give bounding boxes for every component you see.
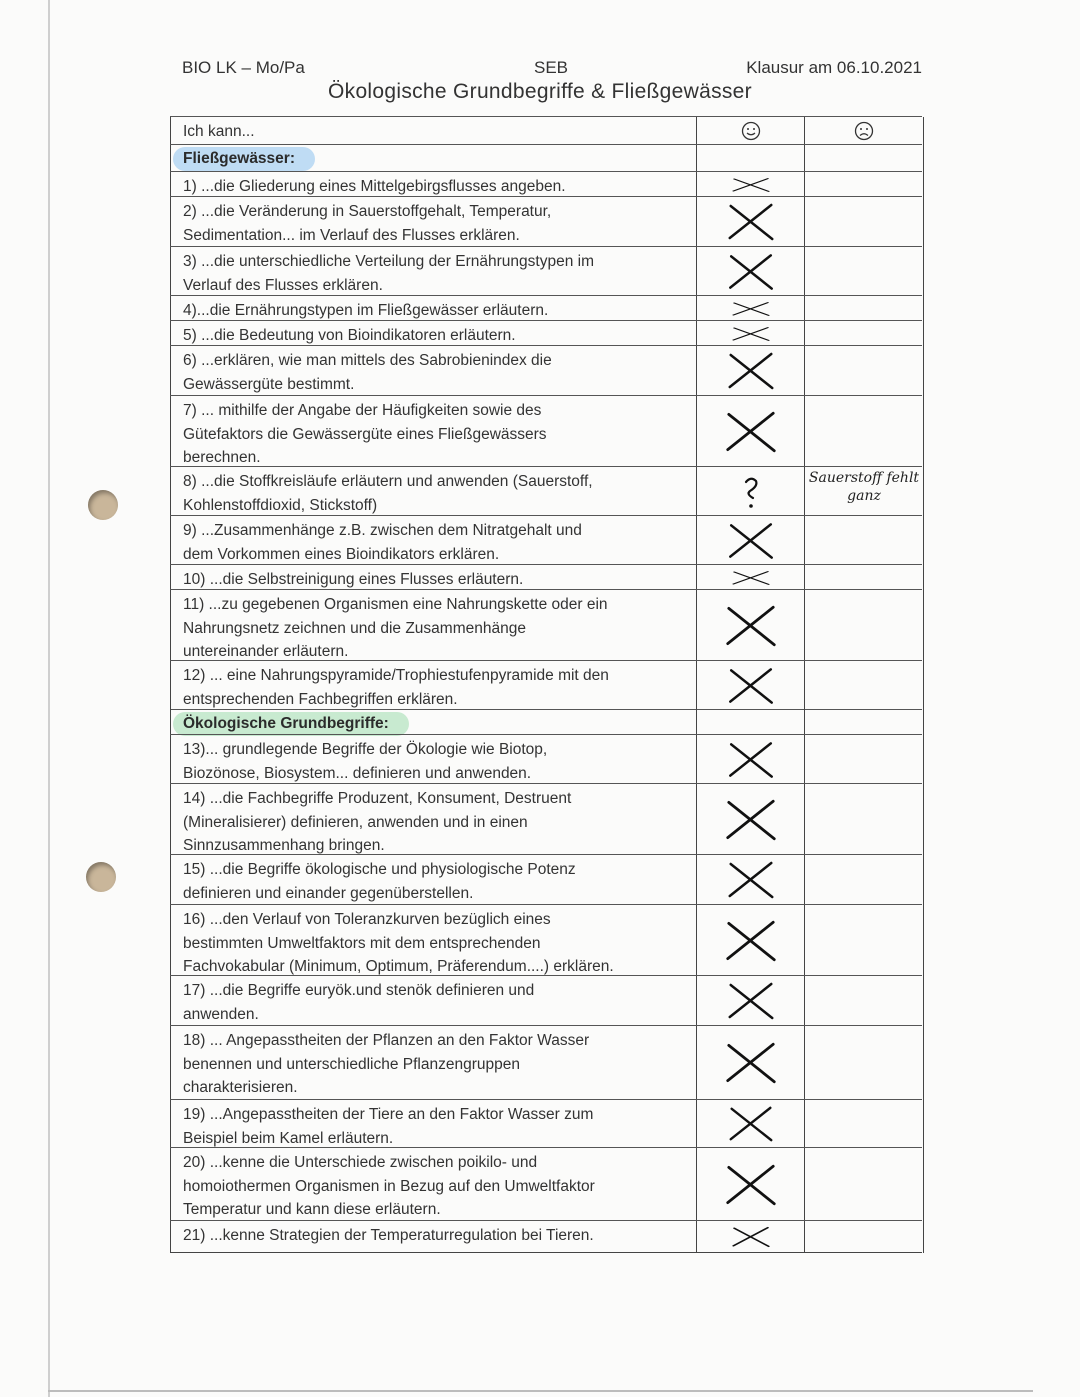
item-text-line: homoiothermen Organismen in Bezug auf den Umweltfaktor (183, 1177, 595, 1195)
cross-mark-icon (727, 202, 775, 242)
teacher-code: SEB (534, 58, 569, 77)
cross-mark-icon (725, 604, 778, 648)
item-text-line: 14) ...die Fachbegriffe Produzent, Konsument, Destruent (183, 790, 572, 807)
item-text-line: Fachvokabular (Minimum, Optimum, Präferendum....) erklären. (183, 958, 614, 975)
understood-cell[interactable] (696, 396, 805, 467)
item-text-line: Sedimentation... im Verlauf des Flusses erklären. (183, 226, 520, 244)
row-text-cell (170, 396, 696, 467)
item-text-line: 6) ...erklären, wie man mittels des Sabrobienindex die (183, 352, 552, 369)
row-text-cell (170, 296, 696, 321)
row-text-cell (170, 1148, 696, 1221)
cross-mark-icon (731, 326, 771, 341)
not-understood-cell[interactable] (804, 467, 924, 516)
cross-mark-icon (727, 981, 775, 1021)
item-text-line: 18) ... Angepasstheiten der Pflanzen an den Faktor Wasser (183, 1032, 590, 1049)
item-text-line: 21) ...kenne Strategien der Temperaturregulation bei Tieren. (183, 1227, 594, 1244)
not-understood-cell[interactable] (804, 710, 924, 735)
row-text-cell (170, 565, 696, 590)
item-text-line: 19) ...Angepasstheiten der Tiere an den Faktor Wasser zum (183, 1106, 594, 1123)
course-label: BIO LK – Mo/Pa (182, 58, 305, 77)
table-row (170, 854, 922, 905)
understood-cell[interactable] (696, 117, 805, 145)
item-text-line: 8) ...die Stoffkreisläufe erläutern und anwenden (Sauerstoff, (183, 473, 593, 490)
item-text-line: Gewässergüte bestimmt. (183, 375, 355, 393)
understood-cell[interactable] (696, 1026, 805, 1100)
cross-mark-icon (731, 177, 771, 192)
table-row (170, 1099, 922, 1148)
understood-cell[interactable] (696, 1100, 805, 1148)
item-text-line: 1) ...die Gliederung eines Mittelgebirgsflusses angeben. (183, 178, 566, 195)
item-text-line: 13)... grundlegende Begriffe der Ökologie wie Biotop, (183, 741, 548, 758)
table-row (170, 1220, 922, 1253)
table-row (170, 345, 922, 396)
table-row (170, 515, 922, 565)
not-understood-cell[interactable] (804, 396, 924, 467)
not-understood-cell[interactable] (804, 516, 924, 565)
not-understood-cell[interactable] (804, 784, 924, 855)
table-row (170, 1025, 922, 1100)
not-understood-cell[interactable] (804, 735, 924, 784)
not-understood-cell[interactable] (804, 145, 924, 172)
checklist-table (170, 116, 922, 1252)
understood-cell[interactable] (696, 296, 805, 321)
not-understood-cell[interactable] (804, 905, 924, 976)
row-text-cell (170, 976, 696, 1026)
understood-cell[interactable] (696, 735, 805, 784)
not-understood-cell[interactable] (804, 661, 924, 710)
section-row-fliessgewaesser (170, 144, 922, 172)
item-text-line: 7) ... mithilfe der Angabe der Häufigkeiten sowie des (183, 402, 542, 419)
table-row (170, 295, 922, 321)
item-text-line: Nahrungsnetz zeichnen und die Zusammenhänge (183, 619, 526, 637)
row-text-cell (170, 784, 696, 855)
item-text-line: 10) ...die Selbstreinigung eines Flusses erläutern. (183, 571, 524, 588)
not-understood-cell[interactable] (804, 247, 924, 296)
understood-cell[interactable] (696, 467, 805, 516)
understood-cell[interactable] (696, 565, 805, 590)
row-text-cell (170, 145, 696, 172)
handwritten-note: Sauerstoff fehlt ganz (808, 470, 920, 504)
table-row (170, 320, 922, 346)
not-understood-cell[interactable] (804, 1221, 924, 1253)
understood-cell[interactable] (696, 516, 805, 565)
understood-cell[interactable] (696, 321, 805, 346)
item-text-line: 15) ...die Begriffe ökologische und physiologische Potenz (183, 861, 576, 878)
row-text-cell (170, 1100, 696, 1148)
page-title: Ökologische Grundbegriffe & Fließgewässer (328, 80, 752, 103)
section-title: Ökologische Grundbegriffe: (173, 712, 409, 736)
understood-cell[interactable] (696, 346, 805, 396)
item-text-line: 12) ... eine Nahrungspyramide/Trophiestufenpyramide mit den (183, 667, 609, 684)
frowny-face-icon (854, 121, 874, 141)
table-row (170, 466, 922, 516)
cross-mark-icon (725, 1163, 778, 1207)
section-row-grundbegriffe (170, 709, 922, 735)
row-text-cell (170, 346, 696, 396)
item-text-line: 5) ...die Bedeutung von Bioindikatoren erläutern. (183, 327, 516, 344)
item-text-line: 9) ...Zusammenhänge z.B. zwischen dem Nitratgehalt und (183, 522, 582, 539)
item-text-line: 17) ...die Begriffe euryök.und stenök definieren und (183, 982, 535, 999)
item-text-line: 16) ...den Verlauf von Toleranzkurven bezüglich eines (183, 911, 551, 928)
item-text-line: Kohlenstoffdioxid, Stickstoff) (183, 496, 378, 514)
row-text-cell (170, 247, 696, 296)
item-text-line: charakterisieren. (183, 1079, 298, 1096)
cross-mark-icon (727, 351, 775, 391)
table-row (170, 589, 922, 661)
row-text-cell (170, 590, 696, 661)
cross-mark-icon (727, 666, 774, 705)
table-row (170, 395, 922, 467)
understood-cell[interactable] (696, 172, 805, 197)
item-text-line: benennen und unterschiedliche Pflanzengruppen (183, 1055, 520, 1073)
item-text-line: entsprechenden Fachbegriffen erklären. (183, 690, 458, 708)
not-understood-cell[interactable] (804, 346, 924, 396)
item-text-line: 11) ...zu gegebenen Organismen eine Nahrungskette oder ein (183, 596, 608, 613)
page-edge-line (48, 1390, 1033, 1392)
not-understood-cell[interactable] (804, 976, 924, 1026)
row-text-cell (170, 1026, 696, 1100)
not-understood-cell[interactable] (804, 1100, 924, 1148)
understood-cell[interactable] (696, 710, 805, 735)
row-text-cell (170, 1221, 696, 1253)
row-text-cell (170, 197, 696, 247)
item-text-line: (Mineralisierer) definieren, anwenden und in einen (183, 813, 528, 831)
item-text-line: berechnen. (183, 449, 261, 466)
item-text-line: Sinnzusammenhang bringen. (183, 837, 385, 854)
not-understood-cell[interactable] (804, 855, 924, 905)
table-row (170, 196, 922, 247)
cross-mark-icon (728, 1105, 774, 1143)
cross-mark-icon (725, 798, 778, 842)
row-text-cell (170, 516, 696, 565)
understood-cell[interactable] (696, 855, 805, 905)
item-text-line: 2) ...die Veränderung in Sauerstoffgehalt, Temperatur, (183, 203, 552, 220)
understood-cell[interactable] (696, 1148, 805, 1221)
cross-mark-icon (727, 860, 775, 900)
not-understood-cell[interactable] (804, 565, 924, 590)
row-text-cell (170, 905, 696, 976)
item-text-line: dem Vorkommen eines Bioindikators erklären. (183, 545, 500, 563)
cross-mark-icon (725, 919, 778, 963)
item-text-line: Temperatur und kann diese erläutern. (183, 1201, 441, 1218)
row-text-cell (170, 661, 696, 710)
row-text-cell (170, 172, 696, 197)
understood-cell[interactable] (696, 661, 805, 710)
row-text-cell (170, 710, 696, 735)
understood-cell[interactable] (696, 247, 805, 296)
item-text-line: Biozönose, Biosystem... definieren und anwenden. (183, 764, 532, 782)
not-understood-cell[interactable] (804, 117, 924, 145)
table-row (170, 783, 922, 855)
table-bottom-border (170, 1252, 922, 1253)
question-mark-icon (741, 474, 761, 510)
smiley-face-icon (741, 121, 761, 141)
understood-cell[interactable] (696, 590, 805, 661)
not-understood-cell[interactable] (804, 172, 924, 197)
cross-mark-icon (727, 521, 774, 560)
row-text-cell: Ich kann... (170, 117, 696, 145)
not-understood-cell[interactable] (804, 321, 924, 346)
row-text-cell (170, 855, 696, 905)
understood-cell[interactable] (696, 197, 805, 247)
item-text-line: definieren und einander gegenüberstellen. (183, 884, 474, 902)
cross-mark-icon (731, 570, 771, 585)
item-text-line: bestimmten Umweltfaktors mit dem entsprechenden (183, 934, 541, 952)
table-row (170, 246, 922, 296)
item-text-line: untereinander erläutern. (183, 643, 349, 660)
not-understood-cell[interactable] (804, 590, 924, 661)
understood-cell[interactable] (696, 976, 805, 1026)
table-row (170, 1147, 922, 1221)
cross-mark-icon (731, 301, 771, 316)
row-text-cell (170, 735, 696, 784)
section-title: Fließgewässer: (173, 147, 315, 171)
item-text-line: Verlauf des Flusses erklären. (183, 276, 383, 294)
not-understood-cell[interactable] (804, 296, 924, 321)
item-text-line: 3) ...die unterschiedliche Verteilung der Ernährungstypen im (183, 253, 594, 270)
understood-cell[interactable] (696, 905, 805, 976)
item-text-line: Gütefaktors die Gewässergüte eines Fließgewässers (183, 425, 547, 443)
not-understood-cell[interactable] (804, 1148, 924, 1221)
cross-mark-icon (727, 740, 774, 779)
not-understood-cell[interactable] (804, 1026, 924, 1100)
item-text-line: 4)...die Ernährungstypen im Fließgewässer erläutern. (183, 302, 549, 319)
cross-mark-icon (725, 410, 778, 454)
understood-cell[interactable] (696, 145, 805, 172)
understood-cell[interactable] (696, 784, 805, 855)
not-understood-cell[interactable] (804, 197, 924, 247)
item-text-line: 20) ...kenne die Unterschiede zwischen poikilo- und (183, 1154, 538, 1171)
page-header (182, 58, 922, 82)
table-row (170, 904, 922, 976)
table-row (170, 975, 922, 1026)
table-row (170, 734, 922, 784)
table-row (170, 171, 922, 197)
understood-cell[interactable] (696, 1221, 805, 1253)
table-header-row (170, 116, 922, 145)
row-text-cell (170, 321, 696, 346)
cross-mark-icon (727, 252, 774, 291)
table-row (170, 564, 922, 590)
punch-hole (86, 862, 116, 892)
row-text-cell (170, 467, 696, 516)
margin-line (48, 0, 50, 1397)
punch-hole (88, 490, 118, 520)
item-text-line: anwenden. (183, 1005, 259, 1023)
table-row (170, 660, 922, 710)
cross-mark-icon (731, 1226, 771, 1248)
cross-mark-icon (725, 1041, 778, 1085)
item-text-line: Beispiel beim Kamel erläutern. (183, 1129, 394, 1147)
exam-date: Klausur am 06.10.2021 (746, 58, 922, 77)
